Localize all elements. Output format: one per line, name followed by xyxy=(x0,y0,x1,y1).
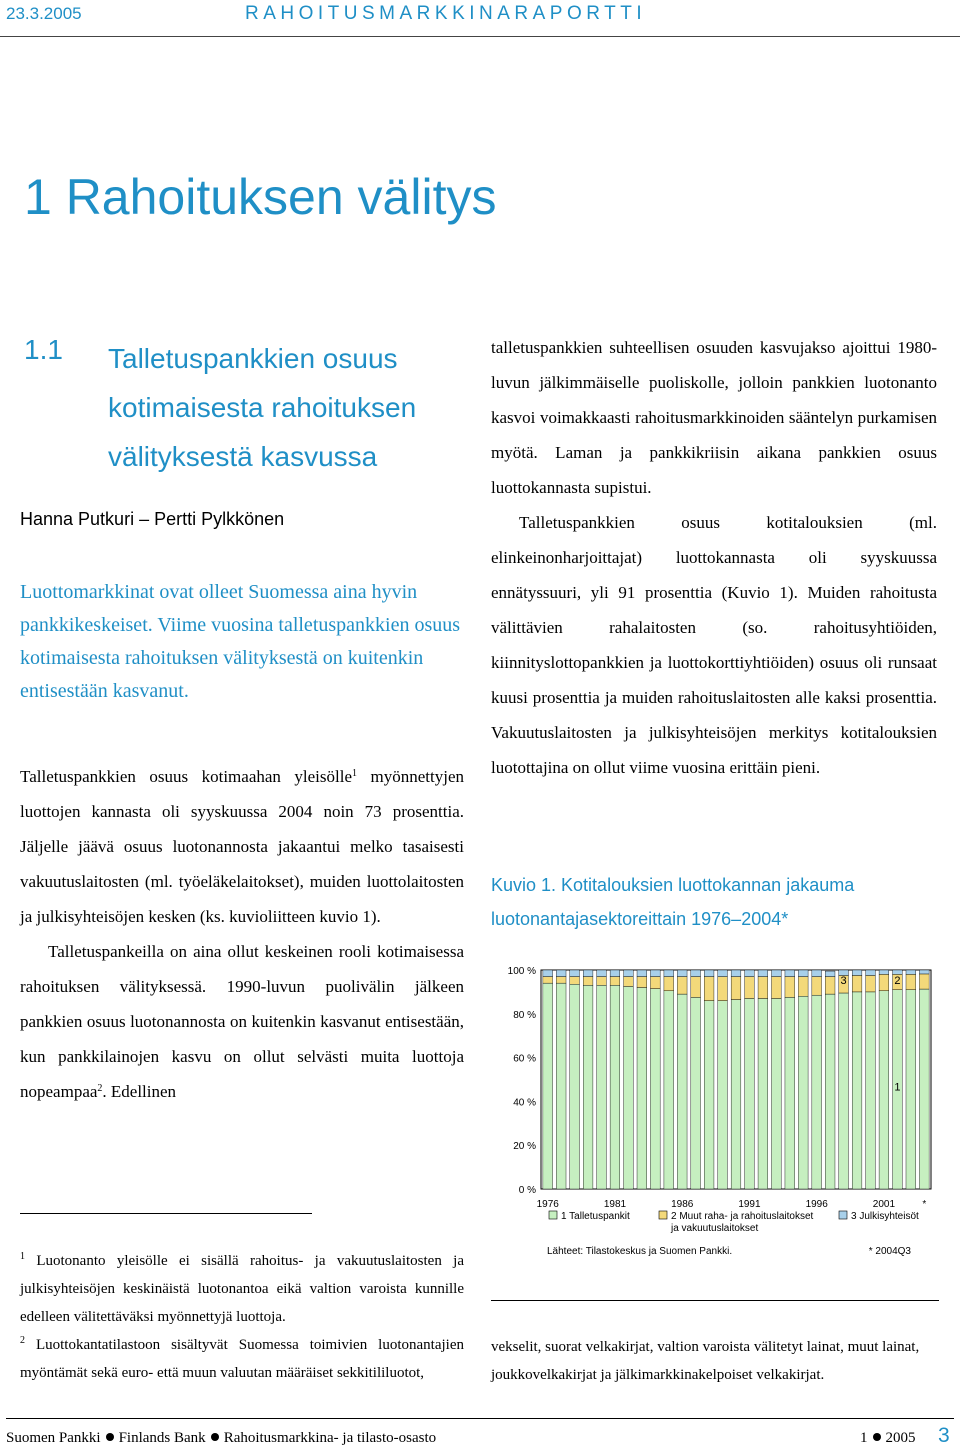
bar-segment-series-1 xyxy=(597,985,607,1189)
bar-segment-series-3 xyxy=(704,970,714,977)
bar-segment-series-2 xyxy=(543,977,553,984)
x-tick-label: 1976 xyxy=(536,1199,559,1210)
bar-segment-series-1 xyxy=(543,983,553,1189)
bar-segment-series-3 xyxy=(798,970,808,977)
bar-segment-series-3 xyxy=(637,970,647,977)
bar-segment-series-1 xyxy=(785,997,795,1189)
chart-source: Lähteet: Tilastokeskus ja Suomen Pankki. xyxy=(547,1246,733,1257)
bar-segment-series-2 xyxy=(597,977,607,986)
bar-segment-series-1 xyxy=(677,994,687,1189)
bar-segment-series-3 xyxy=(650,970,660,977)
section-title: Talletuspankkien osuus kotimaisesta rahoituksen välityksestä kasvussa xyxy=(108,343,417,472)
bar-segment-series-1 xyxy=(731,1000,741,1189)
bar-segment-series-2 xyxy=(570,977,580,985)
bullet-icon xyxy=(211,1433,219,1441)
bar-segment-series-1 xyxy=(839,993,849,1189)
bar-segment-series-1 xyxy=(852,992,862,1189)
lead-paragraph: Luottomarkkinat ovat olleet Suomessa aina hyvin pankkikeskeiset. Viime vuosina talletuspankkien osuus kotimaisesta rahoituksen välityksestä on kuitenkin entisestään kasvanut. xyxy=(20,581,461,702)
body-paragraph: Talletuspankkien osuus kotitalouksien (ml. elinkeinonharjoittajat) luottokannasta oli syyskuussa ennätyssuuri, yli 91 prosenttia (Kuvio 1). Muiden rahoitusta välittävien rahalaitosten (so. rahoitusyhtiöiden, kiinnityslottopankkien ja luottokorttiyhtiöiden) osuus oli runsaat kuusi prosenttia ja muiden rahoituslaitosten alle kaksi prosenttia. Vakuutuslaitosten ja julkisyhteisöjen merkitys kotitalouksien luotottajina on ollut viime vuosina erittäin pieni. xyxy=(491,513,937,777)
series-marker-label: 1 xyxy=(894,1081,901,1094)
legend-label: 3 Julkisyhteisöt xyxy=(851,1211,919,1222)
bar-segment-series-2 xyxy=(731,977,741,1000)
bar-segment-series-3 xyxy=(893,970,903,974)
body-paragraph: Talletuspankkien osuus kotimaahan yleisölle$^1$ myönnettyjen luottojen kannasta oli syyskuussa 2004 noin 73 prosenttia. Jäljelle jäävä osuus luotonannosta jakaantui melko tasaisesti vakuutuslaitosten (ml. työeläkelaitokset), muiden luottolaitosten ja julkisyhteisöjen kesken (ks. kuvioliitteen kuvio 1). xyxy=(20,767,464,926)
bar-segment-series-1 xyxy=(583,985,593,1189)
bar-segment-series-1 xyxy=(624,986,634,1189)
legend-swatch xyxy=(839,1211,847,1219)
bar-segment-series-3 xyxy=(677,970,687,977)
footnote-rule-right xyxy=(491,1300,939,1301)
figure-title: Kuvio 1. Kotitalouksien luottokannan jakauma luotonantajasektoreittain 1976–2004* xyxy=(491,875,855,929)
x-tick-label: 1981 xyxy=(603,1199,627,1210)
bar-segment-series-3 xyxy=(919,970,929,974)
bar-segment-series-2 xyxy=(785,977,795,998)
stacked-bar-chart xyxy=(491,950,941,1260)
bar-segment-series-2 xyxy=(812,977,822,996)
bar-segment-series-3 xyxy=(866,970,876,975)
bar-segment-series-1 xyxy=(825,994,835,1189)
bar-segment-series-3 xyxy=(758,970,768,977)
bar-segment-series-3 xyxy=(812,970,822,977)
footnote-continuation: vekselit, suorat velkakirjat, valtion varoista välitetyt lainat, muut lainat, joukkovelkakirjat ja jälkimarkkinakelpoiset velkakirjat. xyxy=(491,1339,920,1383)
section-number: 1.1 xyxy=(24,334,63,365)
y-tick-label: 20 % xyxy=(513,1141,536,1153)
bar-segment-series-2 xyxy=(798,977,808,997)
x-tick-label: 1991 xyxy=(738,1199,761,1210)
y-tick-label: 40 % xyxy=(513,1097,536,1109)
bar-segment-series-2 xyxy=(650,977,660,989)
y-tick-label: 80 % xyxy=(513,1009,536,1021)
page-number: 3 xyxy=(938,1424,950,1447)
series-marker-label: 2 xyxy=(894,975,901,987)
bar-segment-series-1 xyxy=(758,998,768,1189)
footnote-ref: 2 xyxy=(97,1083,103,1094)
bar-segment-series-1 xyxy=(691,997,701,1189)
bar-segment-series-2 xyxy=(852,975,862,991)
footnote-2: $^2$ Luottokantatilastoon sisältyvät Suomessa toimivien luotonantajien myöntämät sekä euro- että muun valuutan määräiset sekkitililuotot, xyxy=(20,1335,464,1381)
legend xyxy=(549,1211,919,1234)
bar-segment-series-1 xyxy=(637,988,647,1189)
bar-segment-series-3 xyxy=(785,970,795,977)
x-axis xyxy=(537,1199,927,1210)
legend-swatch xyxy=(659,1211,667,1219)
footnotes xyxy=(20,1247,464,1387)
bar-segment-series-3 xyxy=(624,970,634,977)
bar-segment-series-1 xyxy=(556,983,566,1189)
series-marker-label: 3 xyxy=(840,975,847,987)
bar-segment-series-1 xyxy=(650,989,660,1189)
footer-rule xyxy=(6,1418,954,1419)
bar-segment-series-1 xyxy=(718,1001,728,1189)
header-rule xyxy=(0,36,960,37)
bar-segment-series-2 xyxy=(758,977,768,999)
bullet-icon xyxy=(106,1433,114,1441)
legend-label: 2 Muut raha- ja rahoituslaitokset xyxy=(671,1211,814,1222)
bar-segment-series-1 xyxy=(866,992,876,1189)
body-paragraph: Talletuspankeilla on aina ollut keskeinen rooli kotimaisessa rahoituksen välityksessä. 1990-luvun puolivälin jälkeen pankkien osuus luotonannosta on kuitenkin kasvanut entisestään, kun pankkilainojen kasvu on ollut selvästi muita luottoja nopeampaa$^2$. Edellinen xyxy=(20,942,464,1101)
footer-publisher: Suomen Pankki Finlands Bank Rahoitusmarkkina- ja tilasto-osasto xyxy=(6,1430,437,1446)
bar-segment-series-3 xyxy=(583,970,593,977)
body-paragraph: talletuspankkien suhteellisen osuuden kasvujakso ajoittui 1980-luvun jälkimmäiselle puoliskolle, jolloin pankkien luotonanto kasvoi voimakkaasti rahoitusmarkkinoiden sääntelyn purkamisen myötä. Laman ja pankkikriisin aikana pankkien osuus luottokannasta supistui. xyxy=(491,338,937,497)
chapter-title: 1 Rahoituksen välitys xyxy=(24,169,497,225)
body-left-column xyxy=(20,759,464,1109)
bar-segment-series-2 xyxy=(677,977,687,995)
y-tick-label: 60 % xyxy=(513,1053,536,1065)
bar-segment-series-3 xyxy=(556,970,566,977)
x-tick-label: 2001 xyxy=(872,1199,896,1210)
bar-segment-series-1 xyxy=(919,989,929,1189)
bar-segment-series-1 xyxy=(812,995,822,1189)
y-axis xyxy=(508,966,536,1196)
bar-segment-series-3 xyxy=(825,971,835,976)
legend-swatch xyxy=(549,1211,557,1219)
bar-segment-series-2 xyxy=(664,977,674,991)
bar-segment-series-1 xyxy=(879,991,889,1189)
bar-segment-series-1 xyxy=(570,984,580,1189)
legend-label: ja vakuutuslaitokset xyxy=(671,1223,759,1234)
bar-segment-series-2 xyxy=(906,974,916,989)
bar-segment-series-2 xyxy=(919,974,929,989)
bullet-icon xyxy=(873,1433,881,1441)
bar-segment-series-3 xyxy=(718,970,728,977)
bars xyxy=(543,970,929,1189)
bar-segment-series-3 xyxy=(745,970,755,977)
bar-segment-series-3 xyxy=(879,970,889,974)
bar-segment-series-2 xyxy=(704,977,714,1001)
bar-segment-series-3 xyxy=(691,970,701,977)
footnote-rule xyxy=(20,1213,312,1214)
bar-segment-series-3 xyxy=(772,970,782,977)
bar-segment-series-3 xyxy=(906,970,916,974)
x-tick-label: 1996 xyxy=(805,1199,828,1210)
bar-segment-series-1 xyxy=(610,985,620,1189)
x-tick-label: 1986 xyxy=(671,1199,694,1210)
y-tick-label: 0 % xyxy=(518,1185,536,1196)
bar-segment-series-3 xyxy=(610,970,620,977)
bar-segment-series-3 xyxy=(597,970,607,977)
bar-segment-series-1 xyxy=(906,990,916,1189)
bar-segment-series-2 xyxy=(745,977,755,999)
header-date: 23.3.2005 xyxy=(6,4,82,23)
legend-label: 1 Talletuspankit xyxy=(561,1211,630,1222)
bar-segment-series-2 xyxy=(691,977,701,998)
body-right-column xyxy=(491,330,937,785)
bar-segment-series-2 xyxy=(583,977,593,986)
bar-segment-series-2 xyxy=(718,977,728,1001)
bar-segment-series-2 xyxy=(624,977,634,987)
footnote-ref: 1 xyxy=(352,768,358,779)
bar-segment-series-3 xyxy=(852,970,862,975)
bar-segment-series-2 xyxy=(637,977,647,988)
bar-segment-series-2 xyxy=(825,977,835,995)
footnote-1: $^1$ Luotonanto yleisölle ei sisällä rahoitus- ja vakuutuslaitosten ja julkisyhteisöjen keskinäistä luotonantoa eikä valtion varoista kunnille edelleen välitettäväksi myönnettyjä luottoja. xyxy=(20,1251,464,1325)
bar-segment-series-3 xyxy=(543,970,553,977)
bar-segment-series-1 xyxy=(745,998,755,1189)
bar-segment-series-2 xyxy=(610,977,620,986)
chart-note: * 2004Q3 xyxy=(868,1246,911,1257)
bar-segment-series-3 xyxy=(664,970,674,977)
authors: Hanna Putkuri – Pertti Pylkkönen xyxy=(20,509,285,529)
header-title: RAHOITUSMARKKINARAPORTTI xyxy=(245,3,647,24)
bar-segment-series-3 xyxy=(570,970,580,977)
x-tick-label: * xyxy=(922,1199,927,1210)
bar-segment-series-1 xyxy=(664,991,674,1189)
bar-segment-series-1 xyxy=(704,1001,714,1189)
bar-segment-series-2 xyxy=(866,975,876,991)
bar-segment-series-2 xyxy=(556,977,566,984)
bar-segment-series-2 xyxy=(772,977,782,999)
bar-segment-series-2 xyxy=(879,974,889,990)
footer-issue: 1 2005 xyxy=(860,1430,916,1446)
y-tick-label: 100 % xyxy=(507,966,536,977)
bar-segment-series-3 xyxy=(731,970,741,977)
bar-segment-series-1 xyxy=(798,996,808,1189)
bar-segment-series-1 xyxy=(772,998,782,1189)
